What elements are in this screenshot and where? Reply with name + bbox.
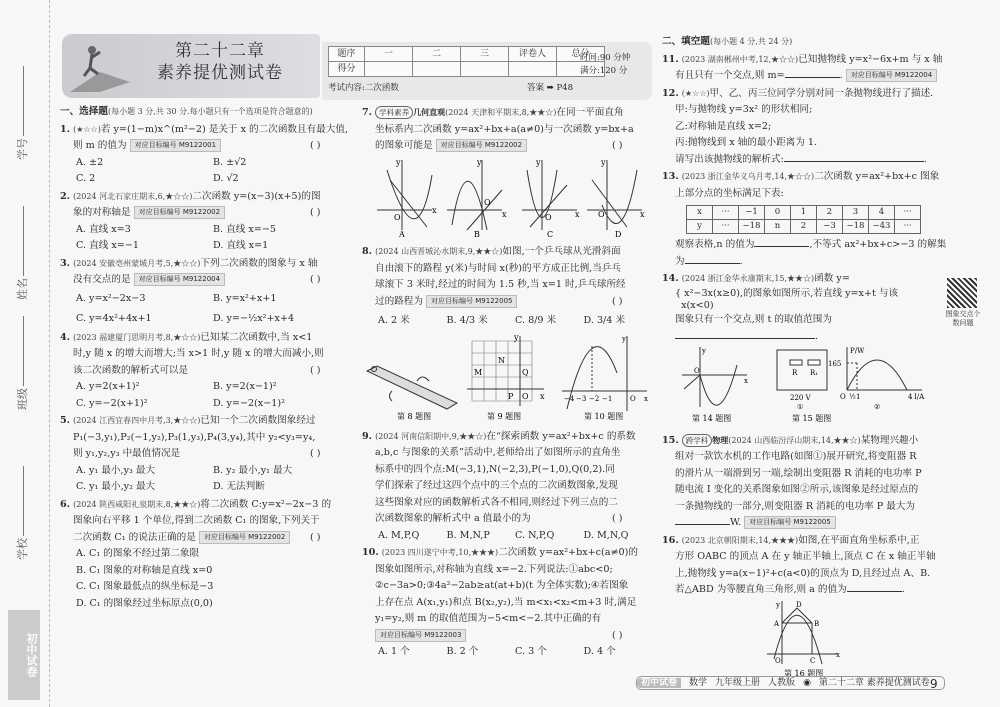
runner-illustration-icon [70,42,130,92]
svg-text:D: D [615,229,622,237]
exam-content: 考试内容:二次函数 [328,83,399,93]
svg-text:第 10 题图: 第 10 题图 [584,412,624,422]
option[interactable]: C. C₁ 图象最低点的纵坐标是−3 [76,581,214,593]
option[interactable]: D. M,N,Q [583,529,629,541]
svg-text:−2: −2 [589,395,600,404]
svg-text:A: A [399,229,405,237]
svg-text:y: y [601,157,606,167]
option[interactable]: C. 直线 x=−1 [76,240,139,251]
question-3: 3. (2024 安徽亳州蒙城月考,5,★☆☆)下列二次函数的图象与 x 轴 没有交点的是 对应目标编号 M9122004 ( ) A. y=x²−2x−3 B. y=x²+x+1 C. y=4x²+4x+1 D. y=−½x²+x+4 [60,256,350,329]
svg-text:R: R [792,369,798,378]
option[interactable]: B. 2 个 [446,646,479,658]
svg-text:C: C [547,229,554,237]
option[interactable]: D. 4 个 [583,646,616,658]
answer-paren[interactable]: ( ) [310,207,321,218]
svg-text:y: y [776,600,780,609]
option[interactable]: B. C₁ 图象的对称轴是直线 x=0 [76,564,213,576]
score-table-panel [322,42,652,100]
question-13: 13. (2023 浙江金华义乌月考,14,★☆☆)二次函数 y=ax²+bx+c 图象 上部分点的坐标满足下表: x ··· −1 0 1 2 3 4 ··· y ··· −18 n 2 −3 −18 −43 ··· 观察表格,n 的值为 ,不等式 ax²+bx+c>−3 的解集 为 . [662,171,947,267]
figure-15-circuit [777,350,827,411]
svg-text:y: y [536,157,541,167]
option[interactable]: A. ±2 [76,156,104,168]
answer-blank[interactable] [675,515,730,525]
option[interactable]: C. y=−2(x+1)² [76,397,148,409]
svg-text:O: O [694,367,700,376]
option[interactable]: D. 直线 x=1 [213,240,269,251]
svg-text:B: B [814,619,820,628]
svg-text:O: O [630,395,636,404]
question-10: 10. (2023 四川遂宁中考,10,★★★)二次函数 y=ax²+bx+c(a≠0)的 图象如图所示,对称轴为直线 x=−2.下列说法:①abc<0; ②c−3a>0;③4a²−2ab≥at(at+b)(t 为全体实数);④若图象 上存在点 A(x₁,y₁)和点 B(x₂,y₂),当 m<x₁<x₂<m+3 时,满足 y₁=y₂,则 m 的取值范围为−5<m<−2.其中正确的有 对应目标编号 M9122003 ( ) A. 1 个 B. 2 个 C. 3 个 D. 4 个 [362,545,652,661]
svg-text:1: 1 [856,393,861,402]
answer-paren[interactable]: ( ) [612,629,623,641]
score-cell[interactable] [461,62,509,77]
target-code-tag: 对应目标编号 M9122002 [199,531,290,544]
option[interactable]: D. C₁ 的图象经过坐标原点(0,0) [76,597,213,609]
svg-text:M: M [474,368,483,378]
section-title: 二、填空题 [662,36,710,47]
svg-text:第 15 题图: 第 15 题图 [792,414,832,424]
exam-time: 时间:90 分钟 [580,53,631,63]
svg-text:x: x [836,650,840,659]
svg-text:x: x [640,209,645,219]
svg-text:220 V: 220 V [790,394,811,403]
score-cell[interactable] [365,62,413,77]
section-title: 一、选择题 [60,106,108,117]
question-16: 16. (2023 北京朝阳期末,14,★★★)如图,在平面直角坐标系中,正 方形 OABC 的顶点 A 在 y 轴正半轴上,顶点 C 在 x 轴正半轴 上,抛物线 y=a(x−1)²+c(a<0)的顶点为 D,且经过点 A、B. 若△ABD 为等腰直角三角形,则 a 的值为 . D A B O C x y 第 16 题图 [662,533,952,686]
figure-16-graph [662,599,952,679]
option[interactable]: B. M,N,P [446,529,490,541]
option[interactable]: A. y=2(x+1)² [76,381,140,393]
svg-text:x: x [744,377,748,386]
answer-ref: 答案 ➡ P48 [526,83,573,93]
svg-text:y: y [396,157,401,167]
option[interactable]: D. y=−2(x−1)² [213,397,285,409]
brand-logo: 初中试卷 [8,610,40,700]
svg-text:y: y [477,157,482,167]
qr-code-icon[interactable] [947,278,977,308]
binding-margin [0,0,50,707]
target-code-tag: 对应目标编号 M9122002 [436,139,527,152]
answer-paren[interactable]: ( ) [612,295,623,307]
target-code-tag: 对应目标编号 M9122003 [375,629,466,642]
answer-blank[interactable] [847,582,902,592]
svg-text:I/A: I/A [914,393,925,402]
question-8: 8. (2024 山西晋城沁水期末,9,★★☆)如图,一个乒乓球从光滑斜面 自由滚下的路程 y(米)与时间 x(秒)的平方成正比例,当乒乓 球滚下 3 米时,经过的时间为 1.5 秒,当 x=1 时,乒乓球所经 过的路程为 对应目标编号 M9122005 ( ) A. 2 米 B. 4/3 米 C. 8/9 米 D. 3/4 米 [362,244,652,331]
option[interactable]: D. √2 [213,173,239,184]
chapter-banner [62,34,320,98]
column-3: 二、填空题(每小题 4 分,共 24 分) 11. (2023 湖南郴州中考,12,★☆☆)已知抛物线 y=x²−6x+m 与 x 轴 有且只有一个交点,则 m= . 对应目标编号 M9122004 12. (★☆☆)甲、乙、丙三位同学分别对同一条抛物线进行了描述. 甲:与抛物线 y=3x² 的形状相同; 乙:对称轴是直线 x=2; 丙:抛物线到 x 轴的最小距离为 1. 请写出该抛物线的解析式: . 13. (2023 浙江金华义乌月考,14,★☆☆)二次函数 y=ax²+bx+c 图象 上部分点的坐标满足下表: x ··· −1 0 1 2 3 4 ··· y ··· −18 n 2 −3 −18 −43 ··· 观察表格,n 的值为 ,不等式 ax²+bx+c>−3 的解集 为 . 14. (2024 浙江金华永康期末,15,★★☆)函数 y= { x²−3x(x≥0),的图象如图所示,若直线 y=x+t 与该 x(x<0) 图象只有一个交点,则 t 的取值范围为. 图象交点个数问题 O x y 第 14 题图 R R₁ 220 V ① 165 P/W 4 I/A O ½ 1 ② 第 15 题图 15. 跨学科 物理(2024 山西临汾浮山期末,14,★★☆)某物理兴趣小 组对一款饮水机的工作电路(如图①)展开研究,将变阻器 R 的滑片从一端滑到另一端,绘制出变阻器 R 消耗的电功率 P 随电流 I 变化的关系图象如图②所示,该图象是经过原点的 一条抛物线的一部分,则变阻器 R 消耗的电功率 P 最大为 W. 对应目标编号 M9122005 16. (2023 北京朝阳期末,14,★★★)如图,在平面直角坐标系中,正 方形 OABC 的顶点 A 在 y 轴正半轴上,顶点 C 在 x 轴正半轴 上,抛物线 y=a(x−1)²+c(a<0)的顶点为 D,且经过点 A、B. 若△ABD 为等腰直角三角形,则 a 的值为 . D A B O C x y 第 16 题图 [662,34,952,685]
figure-10-parabola [562,335,648,421]
chapter-title: 第二十二章 [175,41,265,61]
score-cell[interactable] [413,62,461,77]
school-field[interactable]: 学校 [14,466,33,560]
question-9: 9. (2024 河南信阳期中,9,★★☆)在“探索函数 y=ax²+bx+c 的系数 a,b,c 与图象的关系”活动中,老师给出了如图所示的直角坐 标系中的四个点:M(−3,1),N(−2,3),P(−1,0),Q(0,2).同 学们探索了经过这四个点中的三个点的二次函数图象,发现 这些图象对应的函数解析式各不相同,则经过下列三点的二 次函数图象的解析式中 a 值最小的为 ( ) A. M,P,Q B. M,N,P C. N,P,Q D. M,N,Q [362,429,652,545]
answer-blank[interactable] [785,68,840,78]
option[interactable]: C. 3 个 [515,646,547,658]
svg-text:A: A [774,619,780,628]
question-7: 7. 学科素养 几何直观(2024 天津和平期末,8,★★☆)在同一平面直角 坐标系内二次函数 y=ax²+bx+a(a≠0)与一次函数 y=bx+a 的图象可能是 对应目标编号 M9122002 ( ) O x y A O x y B O x y C O x y D [362,105,652,243]
option[interactable]: C. 2 [76,173,96,184]
class-field[interactable]: 班级 [14,316,33,410]
option[interactable]: D. y=−½x²+x+4 [213,312,295,324]
option[interactable]: B. y₂ 最小,y₁ 最大 [213,464,293,476]
question-6: 6. (2024 陕西咸阳礼泉期末,8,★★☆)将二次函数 C:y=x²−2x−3 的 图象向右平移 1 个单位,得到二次函数 C₁ 的图象,下列关于 二次函数 C₁ 的说法正确的是 对应目标编号 M9122002 ( ) A. C₁ 的图象不经过第二象限 B. C₁ 图象的对称轴是直线 x=0 C. C₁ 图象最低点的纵坐标是−3 D. C₁ 的图象经过坐标原点(0,0) [60,497,350,613]
answer-paren[interactable]: ( ) [612,140,623,151]
svg-text:−1: −1 [602,395,613,404]
svg-text:4: 4 [908,393,913,402]
score-table: 题序 一 二 三 评卷人 总分 得分 [328,46,605,77]
svg-text:第 8 题图: 第 8 题图 [397,412,432,422]
option[interactable]: A. y=x²−2x−3 [76,292,146,304]
option[interactable]: A. 直线 x=3 [76,223,131,235]
option[interactable]: A. M,P,Q [378,529,420,541]
graph-d [587,158,645,237]
question-11: 11. (2023 湖南郴州中考,12,★☆☆)已知抛物线 y=x²−6x+m 与 x 轴 有且只有一个交点,则 m= . 对应目标编号 M9122004 [662,53,943,81]
svg-text:x: x [502,209,507,219]
svg-text:P: P [508,392,514,402]
name-field[interactable]: 姓名 [14,206,33,300]
option[interactable]: B. y=2(x−1)² [213,381,277,393]
answer-blank[interactable] [675,329,815,339]
option[interactable]: B. y=x²+x+1 [213,292,277,304]
graph-a [377,158,437,237]
option[interactable]: A. C₁ 的图象不经过第二象限 [76,548,200,560]
svg-text:N: N [498,356,505,366]
svg-text:O: O [598,209,605,219]
answer-blank[interactable] [685,254,740,264]
question-4: 4. (2023 福建厦门思明月考,8,★☆☆)已知某二次函数中,当 x<1 时,y 随 x 的增大而增大;当 x>1 时,y 随 x 的增大而减小,则 该二次函数的解析式可以是 ( ) A. y=2(x+1)² B. y=2(x−1)² C. y=−2(x+1)² D. y=−2(x−1)² [60,330,350,413]
answer-blank[interactable] [784,152,924,162]
test-title: 素养提优测试卷 [157,63,283,83]
figure-15-power-graph [828,347,925,411]
question-12: 12. (★☆☆)甲、乙、丙三位同学分别对同一条抛物线进行了描述. 甲:与抛物线 y=3x² 的形状相同; 乙:对称轴是直线 x=2; 丙:抛物线到 x 轴的最小距离为 1. 请写出该抛物线的解析式: . [662,87,934,165]
option[interactable]: C. y₁ 最小,y₂ 最大 [76,481,156,493]
target-code-tag: 对应目标编号 M9122002 [134,206,225,219]
student-id-field[interactable]: 学号 [14,66,33,160]
figure-14-graph [682,347,748,423]
answer-paren[interactable]: ( ) [310,274,321,285]
figures-14-15 [662,345,952,425]
target-code-tag: 对应目标编号 M9122001 [130,139,221,152]
page-footer: 初中试卷 数学 九年级上册 人教版 ◉ 第二十二章 素养提优测试卷 [636,676,945,690]
svg-text:第 14 题图: 第 14 题图 [692,414,732,424]
option[interactable]: D. 3/4 米 [583,315,626,326]
option[interactable]: A. 1 个 [378,646,410,658]
svg-text:O: O [545,212,552,222]
svg-text:165: 165 [828,360,842,369]
value-table: x ··· −1 0 1 2 3 4 ··· y ··· −18 n 2 −3 −18 −43 ··· [686,205,921,234]
svg-text:①: ① [797,403,804,412]
answer-paren[interactable]: ( ) [310,531,321,543]
svg-text:P/W: P/W [850,347,865,356]
literacy-badge: 学科素养 [375,106,413,119]
svg-text:y: y [622,335,626,344]
svg-text:C: C [810,656,816,665]
column-2 [362,104,652,661]
option[interactable]: A. y₁ 最小,y₃ 最大 [76,464,156,476]
figure-9-grid [467,333,545,421]
question-2: 2. (2024 河北石家庄期末,6,★☆☆)二次函数 y=(x−3)(x+5)的图 象的对称轴是 对应目标编号 M9122002 ( ) A. 直线 x=3 B. 直线 x=−5 C. 直线 x=−1 D. 直线 x=1 [60,189,350,255]
question-1: 1. (★☆☆)若 y=(1−m)x^(m²−2) 是关于 x 的二次函数且有最大值, 则 m 的值为 对应目标编号 M9122001 ( ) A. ±2 B. ±√2 C. 2 D. √2 [60,122,350,188]
answer-blank[interactable] [754,237,809,247]
svg-text:第 16 题图: 第 16 题图 [784,668,824,678]
svg-text:第 9 题图: 第 9 题图 [487,412,522,422]
svg-text:x: x [644,395,648,404]
svg-text:½: ½ [849,393,856,402]
svg-text:B: B [474,229,480,237]
svg-text:x: x [432,205,437,215]
option[interactable]: C. y=4x²+4x+1 [76,312,152,324]
answer-paren[interactable]: ( ) [612,513,623,525]
column-1: 一、选择题(每小题 3 分,共 30 分.每小题只有一个选项是符合题意的) 1. (★☆☆)若 y=(1−m)x^(m²−2) 是关于 x 的二次函数且有最大值, 则 m 的值为 对应目标编号 M9122001 ( ) A. ±2 B. ±√2 C. 2 D. √2 2. (2024 河北石家庄期末,6,★☆☆)二次函数 y=(x−3)(x+5)的图 象的对称轴是 对应目标编号 M9122002 ( ) A. 直线 x=3 B. 直线 x=−5 C. 直线 x=−1 D. 直线 x=1 3. (2024 安徽亳州蒙城月考,5,★☆☆)下列二次函数的图象与 x 轴 没有交点的是 对应目标编号 M9122004 ( ) A. y=x²−2x−3 B. y=x²+x+1 C. y=4x²+4x+1 D. y=−½x²+x+4 4. (2023 福建厦门思明月考,8,★☆☆)已知某二次函数中,当 x<1 时,y 随 x 的增大而增大;当 x>1 时,y 随 x 的增大而减小,则 该二次函数的解析式可以是 ( ) A. y=2(x+1)² B. y=2(x−1)² C. y=−2(x+1)² D. y=−2(x−1)² 5. (2024 江西宜春四中月考,3,★☆☆)已知一个二次函数图象经过 P₁(−3,y₁),P₂(−1,y₂),P₃(1,y₃),P₄(3,y₄),其中 y₂<y₃=y₄, 则 y₁,y₂,y₃ 中最值情况是 ( ) A. y₁ 最小,y₃ 最大 B. y₂ 最小,y₁ 最大 C. y₁ 最小,y₂ 最大 D. 无法判断 6. (2024 陕西咸阳礼泉期末,8,★★☆)将二次函数 C:y=x²−2x−3 的 图象向右平移 1 个单位,得到二次函数 C₁ 的图象,下列关于 二次函数 C₁ 的说法正确的是 对应目标编号 M9122002 ( ) A. C₁ 的图象不经过第二象限 B. C₁ 图象的对称轴是直线 x=0 C. C₁ 图象最低点的纵坐标是−3 D. C₁ 的图象经过坐标原点(0,0) [60,104,350,612]
q7-graphs [362,155,652,237]
question-15: 15. 跨学科 物理(2024 山西临汾浮山期末,14,★★☆)某物理兴趣小 组对一款饮水机的工作电路(如图①)展开研究,将变阻器 R 的滑片从一端滑到另一端,绘制出变阻器 R 消耗的电功率 P 随电流 I 变化的关系图象如图②所示,该图象是经过原点的 一条抛物线的一部分,则变阻器 R 消耗的电功率 P 最大为 W. 对应目标编号 M9122005 [662,434,922,529]
svg-text:x: x [575,209,580,219]
svg-text:−4: −4 [564,395,575,404]
svg-text:R₁: R₁ [810,369,819,378]
arrow-icon: ◉ [803,678,811,688]
svg-text:O: O [394,212,401,222]
full-score: 满分:120 分 [580,66,628,76]
target-code-tag: 对应目标编号 M9122005 [426,295,517,308]
svg-text:y: y [702,347,706,356]
page-number: 9 [930,677,938,691]
graph-c [522,158,580,237]
svg-text:②: ② [874,403,881,412]
target-code-tag: 对应目标编号 M9122004 [134,273,225,286]
question-14: 14. (2024 浙江金华永康期末,15,★★☆)函数 y= { x²−3x(x≥0),的图象如图所示,若直线 y=x+t 与该 x(x<0) 图象只有一个交点,则 t 的取值范围为. [662,273,899,342]
svg-text:−3: −3 [576,395,587,404]
answer-paren[interactable]: ( ) [310,448,321,460]
svg-text:O: O [522,392,529,402]
svg-text:D: D [796,600,802,609]
option[interactable]: B. 直线 x=−5 [213,223,276,235]
graph-b [447,158,507,237]
target-code-tag: 对应目标编号 M9122005 [744,516,835,529]
target-code-tag: 对应目标编号 M9122004 [846,69,937,82]
option[interactable]: C. N,P,Q [515,529,555,541]
svg-text:O: O [840,393,846,402]
answer-paren[interactable]: ( ) [310,364,321,376]
svg-text:y: y [514,333,519,343]
answer-paren[interactable]: ( ) [310,140,321,151]
interdisciplinary-badge: 跨学科 [682,434,713,447]
option[interactable]: C. 8/9 米 [515,315,557,326]
option[interactable]: A. 2 米 [378,315,410,326]
figures-8-9-10 [362,331,652,421]
question-5: 5. (2024 江西宜春四中月考,3,★☆☆)已知一个二次函数图象经过 P₁(−3,y₁),P₂(−1,y₂),P₃(1,y₃),P₄(3,y₄),其中 y₂<y₃=y₄, 则 y₁,y₂,y₃ 中最值情况是 ( ) A. y₁ 最小,y₃ 最大 B. y₂ 最小,y₁ 最大 C. y₁ 最小,y₂ 最大 D. 无法判断 [60,413,350,496]
figure-8-slope-icon [367,366,457,421]
svg-text:Q: Q [522,368,529,378]
option[interactable]: D. 无法判断 [213,481,265,493]
option[interactable]: B. 4/3 米 [446,315,488,326]
score-cell[interactable] [509,62,557,77]
svg-text:O: O [484,197,491,207]
option[interactable]: B. ±√2 [213,156,247,168]
svg-text:O: O [775,656,781,665]
qr-caption: 图象交点个数问题 [945,310,981,327]
svg-text:x: x [540,392,545,402]
